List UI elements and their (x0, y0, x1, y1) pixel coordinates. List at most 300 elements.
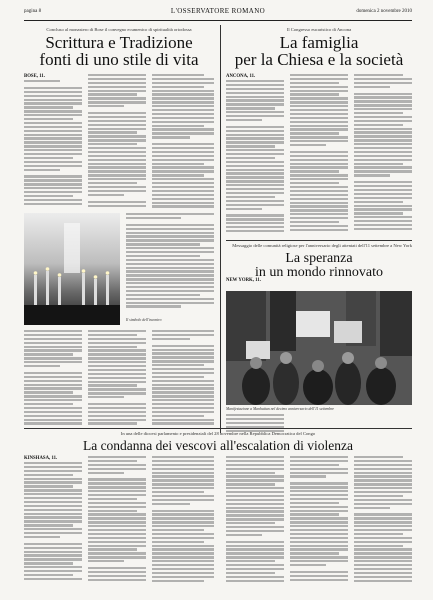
text-line (88, 155, 146, 157)
text-line (354, 472, 412, 474)
bose-photo (24, 213, 120, 325)
text-line (152, 174, 204, 176)
text-line (290, 502, 339, 504)
text-line (24, 114, 82, 116)
text-line (88, 556, 146, 558)
text-line (152, 529, 204, 531)
text-line (226, 126, 284, 128)
text-line (152, 166, 214, 168)
text-line (88, 334, 137, 336)
text-line (88, 384, 137, 386)
left-headline (24, 34, 214, 68)
bottom-article-col-3 (152, 456, 214, 586)
text-line (24, 110, 82, 112)
text-line (152, 464, 214, 466)
text-line (226, 483, 275, 485)
text-line (354, 143, 412, 145)
text-line (226, 522, 275, 524)
text-line (226, 218, 284, 220)
text-line (152, 387, 214, 389)
newyork-photo (226, 291, 412, 405)
text-line (290, 74, 348, 76)
text-line (152, 198, 214, 200)
text-line (354, 537, 412, 539)
text-line (226, 464, 284, 466)
text-line (88, 456, 146, 458)
text-line (88, 166, 146, 168)
text-line (24, 372, 82, 374)
text-line (290, 517, 348, 519)
text-line (354, 212, 403, 214)
text-line (354, 189, 412, 191)
text-line (88, 163, 146, 165)
page-number: pagina 8 (24, 9, 42, 14)
text-line (88, 529, 146, 531)
text-line (354, 572, 412, 574)
text-line (354, 513, 412, 515)
text-line (290, 529, 348, 531)
text-line (226, 468, 284, 470)
text-line (88, 361, 146, 363)
text-line (88, 396, 124, 398)
text-line (226, 192, 284, 194)
text-line (88, 510, 137, 512)
text-line (354, 541, 412, 543)
text-line (354, 159, 412, 161)
text-line (88, 415, 146, 417)
text-line (290, 105, 348, 107)
text-line (126, 235, 214, 237)
text-line (354, 93, 412, 95)
text-line (226, 80, 284, 82)
right-photo-caption: Manifestazione a Manhattan nel decimo anniversario dell'11 settembre (226, 407, 335, 411)
text-line (88, 498, 137, 500)
text-line (152, 541, 204, 543)
text-line (290, 525, 348, 527)
issue-date: domenica 2 novembre 2010 (356, 9, 412, 14)
text-line (126, 294, 200, 296)
text-line (354, 139, 412, 141)
text-line (24, 157, 73, 159)
text-line (354, 464, 412, 466)
text-line (354, 174, 390, 176)
text-line (24, 474, 73, 476)
text-line (24, 520, 82, 522)
text-line (290, 221, 339, 223)
text-line (290, 155, 348, 157)
text-line (88, 490, 146, 492)
text-line (24, 547, 82, 549)
left-photo-caption: Il simbolo dell'incontro (126, 318, 162, 322)
text-line (354, 147, 412, 149)
text-line (290, 579, 348, 581)
text-line (126, 274, 214, 276)
text-line (24, 122, 82, 124)
text-line (88, 93, 137, 95)
text-line (24, 566, 82, 568)
text-line (126, 259, 214, 261)
text-line (290, 121, 348, 123)
text-line (354, 460, 412, 462)
text-line (24, 191, 82, 193)
text-line (226, 556, 284, 558)
text-line (24, 384, 82, 386)
text-line (152, 533, 214, 535)
text-line (24, 87, 82, 89)
text-line (290, 140, 348, 142)
right-dateline: ANCONA, 11. (226, 74, 256, 79)
text-line (152, 349, 214, 351)
text-line (226, 576, 284, 578)
text-line (152, 330, 214, 332)
text-line (88, 521, 146, 523)
text-line (24, 419, 82, 421)
text-line (226, 526, 284, 528)
text-line (226, 141, 284, 143)
text-line (152, 521, 214, 523)
text-line (24, 338, 82, 340)
text-line (88, 143, 137, 145)
text-line (88, 381, 146, 383)
right-article-col-2 (290, 74, 348, 236)
text-line (290, 545, 348, 547)
text-line (88, 419, 146, 421)
text-line (290, 209, 348, 211)
text-line (152, 472, 214, 474)
text-line (24, 505, 82, 507)
text-line (152, 372, 214, 374)
text-line (354, 564, 412, 566)
text-line (226, 530, 284, 532)
text-line (88, 135, 146, 137)
text-line (290, 472, 348, 474)
text-line (152, 97, 214, 99)
text-line (354, 216, 412, 218)
text-line (24, 489, 82, 491)
text-line (24, 102, 82, 104)
text-line (152, 186, 214, 188)
text-line (152, 376, 204, 378)
text-line (24, 118, 73, 120)
text-line (290, 202, 348, 204)
text-line (226, 541, 284, 543)
bottom-article-col-6 (354, 456, 412, 586)
candles-illustration (24, 213, 120, 325)
text-line (152, 487, 214, 489)
text-line (152, 352, 214, 354)
text-line (152, 190, 214, 192)
right-article-col-3 (354, 74, 412, 236)
text-line (354, 576, 412, 578)
text-line (354, 521, 412, 523)
text-line (152, 475, 214, 477)
text-line (290, 571, 348, 573)
text-line (226, 196, 275, 198)
masthead (24, 6, 412, 21)
text-line (88, 116, 146, 118)
bottom-article-col-4 (226, 456, 284, 586)
left-headline-line-1: Scrittura e Tradizione (45, 33, 193, 52)
text-line (226, 545, 284, 547)
text-line (24, 395, 82, 397)
text-line (226, 169, 284, 171)
text-line (226, 514, 284, 516)
text-line (354, 491, 412, 493)
text-line (88, 338, 146, 340)
bottom-dateline: KINSHASA, 11. (24, 456, 58, 461)
text-line (226, 103, 284, 105)
text-line (24, 422, 82, 424)
text-line (24, 365, 60, 367)
text-line (290, 78, 348, 80)
text-line (88, 388, 146, 390)
text-line (226, 161, 284, 163)
left-article-col-2 (88, 74, 146, 211)
text-line (88, 190, 146, 192)
text-line (290, 163, 348, 165)
text-line (152, 468, 214, 470)
text-line (354, 181, 412, 183)
text-line (24, 361, 82, 363)
text-line (290, 190, 348, 192)
text-line (152, 78, 214, 80)
text-line (354, 499, 412, 501)
text-line (290, 217, 348, 219)
text-line (152, 419, 214, 421)
text-line (88, 478, 146, 480)
text-line (152, 391, 214, 393)
text-line (152, 82, 214, 84)
text-line (290, 166, 348, 168)
text-line (88, 131, 137, 133)
text-line (126, 302, 214, 304)
text-line (152, 407, 214, 409)
text-line (152, 125, 204, 127)
text-line (290, 486, 348, 488)
text-line (152, 568, 214, 570)
left-headline-line-2: fonti di uno stile di vita (39, 50, 199, 69)
text-line (24, 554, 82, 556)
text-line (226, 92, 284, 94)
text-line (226, 107, 275, 109)
text-line (24, 551, 82, 553)
text-line (152, 545, 214, 547)
text-line (226, 487, 284, 489)
text-line (152, 572, 214, 574)
text-line (24, 391, 73, 393)
text-line (24, 558, 82, 560)
text-line (152, 182, 214, 184)
text-line (152, 121, 214, 123)
text-line (24, 493, 82, 495)
text-line (226, 188, 284, 190)
text-line (354, 155, 412, 157)
text-line (88, 139, 146, 141)
left-kicker: Concluso al monastero di Bose il convegno ecumenico di spiritualità ortodossa (46, 27, 192, 32)
right-headline-line-1: La famiglia (279, 33, 359, 52)
text-line (152, 556, 214, 558)
text-line (226, 214, 284, 216)
text-line (152, 399, 214, 401)
text-line (152, 345, 214, 347)
middle-headline-line-1: La speranza (285, 251, 353, 266)
text-line (354, 100, 412, 102)
text-line (290, 513, 339, 515)
text-line (88, 513, 146, 515)
text-line (152, 93, 214, 95)
text-line (24, 578, 82, 580)
text-line (126, 213, 214, 215)
text-line (226, 176, 284, 178)
text-line (88, 353, 146, 355)
text-line (152, 205, 214, 207)
text-line (290, 117, 348, 119)
text-line (126, 263, 214, 265)
text-line (24, 153, 82, 155)
text-line (354, 552, 412, 554)
text-line (152, 560, 214, 562)
text-line (88, 365, 146, 367)
text-line (290, 144, 326, 146)
text-line (226, 456, 284, 458)
text-line (152, 132, 214, 134)
middle-headline (226, 252, 412, 280)
text-line (24, 516, 82, 518)
text-line (24, 415, 82, 417)
text-line (354, 533, 403, 535)
text-line (88, 105, 124, 107)
text-line (290, 460, 348, 462)
right-article-col-1 (226, 80, 284, 236)
text-line (24, 570, 82, 572)
text-line (226, 145, 275, 147)
text-line (226, 510, 284, 512)
text-line (88, 411, 146, 413)
text-line (24, 353, 73, 355)
text-line (152, 422, 214, 424)
text-line (88, 346, 137, 348)
text-line (354, 525, 412, 527)
text-line (24, 462, 82, 464)
text-line (354, 166, 412, 168)
text-line (152, 552, 214, 554)
text-line (290, 521, 348, 523)
text-line (290, 541, 348, 543)
text-line (354, 197, 412, 199)
text-line (152, 338, 190, 340)
text-line (24, 91, 82, 93)
text-line (88, 373, 146, 375)
text-line (152, 155, 214, 157)
text-line (126, 228, 214, 230)
text-line (88, 124, 146, 126)
text-line (152, 368, 214, 370)
text-line (24, 95, 82, 97)
text-line (354, 96, 412, 98)
text-line (88, 369, 146, 371)
text-line (88, 407, 146, 409)
text-line (88, 560, 124, 562)
text-line (152, 128, 214, 130)
text-line (152, 576, 214, 578)
text-line (88, 90, 146, 92)
text-line (152, 499, 214, 501)
middle-rule (226, 240, 412, 241)
text-line (88, 194, 124, 196)
right-kicker: Il Congresso eucaristico di Ancona (286, 27, 352, 32)
text-line (88, 147, 146, 149)
text-line (354, 74, 403, 76)
text-line (290, 174, 348, 176)
text-line (152, 151, 214, 153)
text-line (152, 170, 214, 172)
text-line (226, 503, 284, 505)
text-line (126, 217, 181, 219)
text-line (88, 101, 146, 103)
text-line (354, 517, 412, 519)
text-line (226, 137, 284, 139)
text-line (226, 99, 284, 101)
text-line (152, 356, 214, 358)
text-line (24, 106, 73, 108)
text-line (126, 255, 200, 257)
text-line (290, 560, 348, 562)
text-line (126, 298, 214, 300)
bottom-article-col-5 (290, 456, 348, 586)
text-line (354, 556, 412, 558)
text-line (290, 151, 348, 153)
text-line (126, 286, 214, 288)
text-line (226, 119, 262, 121)
text-line (152, 109, 214, 111)
text-line (88, 178, 146, 180)
text-line (24, 126, 82, 128)
text-line (354, 135, 412, 137)
text-line (152, 483, 214, 485)
text-line (226, 226, 284, 228)
text-line (24, 387, 82, 389)
text-line (290, 494, 348, 496)
text-line (354, 163, 403, 165)
text-line (88, 506, 146, 508)
text-line (152, 113, 214, 115)
text-line (354, 456, 403, 458)
text-line (354, 560, 412, 562)
text-line (88, 120, 146, 122)
text-line (290, 194, 348, 196)
text-line (290, 113, 348, 115)
text-line (152, 580, 204, 582)
text-line (354, 201, 403, 203)
middle-headline-line-2: in un mondo rinnovato (255, 265, 383, 280)
text-line (226, 580, 284, 582)
text-line (354, 108, 412, 110)
text-line (152, 147, 214, 149)
text-line (226, 84, 284, 86)
text-line (354, 120, 412, 122)
text-line (24, 497, 82, 499)
text-line (226, 460, 284, 462)
text-line (152, 86, 204, 88)
text-line (226, 472, 275, 474)
text-line (88, 392, 146, 394)
text-line (226, 222, 284, 224)
text-line (152, 364, 204, 366)
text-line (24, 466, 82, 468)
text-line (290, 548, 348, 550)
left-article-col-3 (152, 74, 214, 211)
text-line (88, 330, 146, 332)
